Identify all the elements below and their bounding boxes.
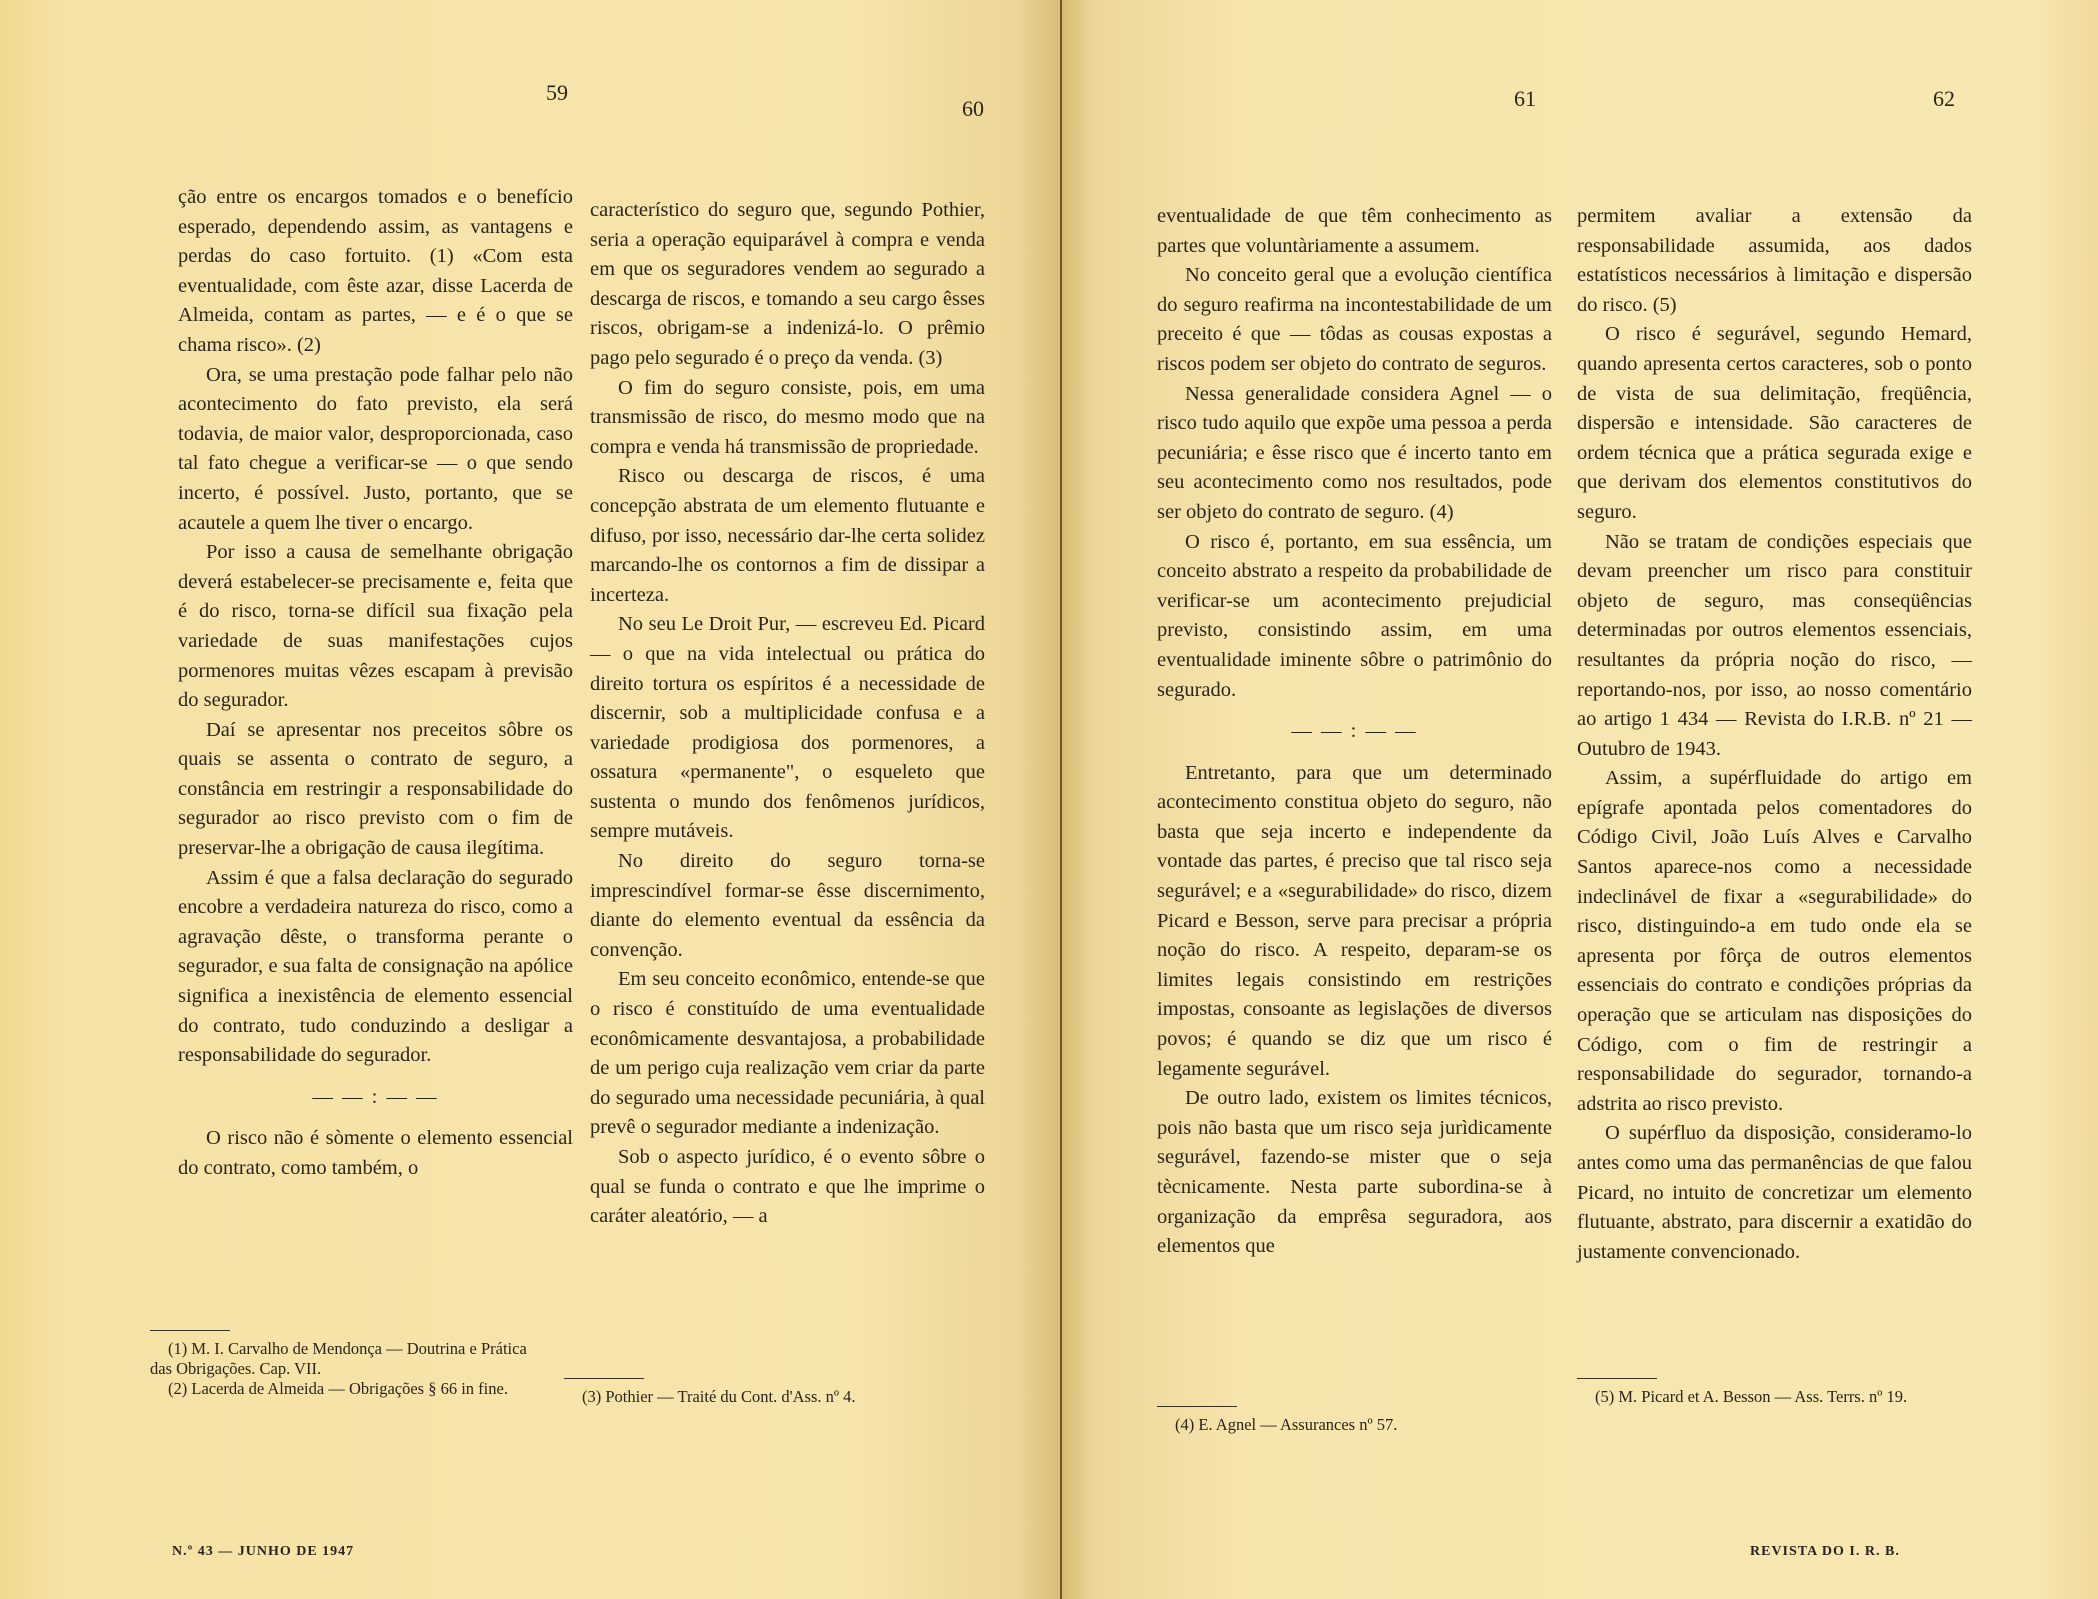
paragraph: Não se tratam de condições especiais que devam preencher um risco para constituir objeto de seguro, mas conseqüências determinadas por outros elementos essenciais, resultantes da própria noção do risco, — reportando-nos, por isso, ao nosso comentário ao artigo 1 434 — Revista do I.R.B. nº 21 — Outubro de 1943. — [1577, 530, 1972, 760]
paragraph: O risco é segurável, segundo Hemard, quando apresenta certos caracteres, sob o ponto de vista de sua delimitação, freqüência, dispersão e intensidade. São caracteres de ordem técnica que a prática segurada exige e que derivam dos elementos constitutivos do seguro. — [1577, 323, 1972, 523]
paragraph: De outro lado, existem os limites técnicos, pois não basta que um risco seja jurìdicamente segurável, fazendo-se mister que o seja tècnicamente. Nesta parte subordina-se à organização da emprêsa seguradora, aos elementos que — [1157, 1087, 1552, 1258]
footnotes-page-62 — [1577, 1378, 1972, 1407]
column-page-60 — [590, 196, 985, 1232]
paragraph: Risco ou descarga de riscos, é uma concepção abstrata de um elemento flutuante e difuso, por isso, necessário dar-lhe certa solidez marcando-lhe os contornos a fim de dissipar a incerteza. — [590, 465, 985, 606]
paragraph: Ora, se uma prestação pode falhar pelo não acontecimento do fato previsto, ela será todavia, de maior valor, desproporcionada, caso tal fato chegue a verificar-se — o que sendo incerto, é possível. Justo, portanto, que se acautele a quem lhe tiver o encargo. — [178, 363, 573, 534]
paragraph: No seu Le Droit Pur, — escreveu Ed. Picard — o que na vida intelectual ou prática do direito tortura os espíritos é a necessidade de discernir, sob a multiplicidade confusa e a variedade prodigiosa dos pormenores, a ossatura «permanente", o esqueleto que sustenta o mundo dos fenômenos jurídicos, sempre mutáveis. — [590, 613, 985, 843]
paragraph: O fim do seguro consiste, pois, em uma transmissão de risco, do mesmo modo que na compra e venda há transmissão de propriedade. — [590, 376, 985, 458]
right-page — [1062, 0, 2098, 1599]
issue-footer: N.º 43 — JUNHO DE 1947 — [172, 1544, 355, 1559]
footnotes-page-60 — [564, 1378, 974, 1407]
page-number-62: 62 — [1933, 86, 1955, 111]
footnote-rule — [150, 1330, 230, 1331]
footnote-rule — [564, 1378, 644, 1379]
paragraph: Nessa generalidade considera Agnel — o risco tudo aquilo que expõe uma pessoa a perda pecuniária; e êsse risco que é incerto tanto em seu acontecimento como nos resultados, pode ser objeto do contrato de seguro. (4) — [1157, 382, 1552, 523]
footnote: (5) M. Picard et A. Besson — Ass. Terrs. nº 19. — [1595, 1387, 1908, 1406]
paragraph: Em seu conceito econômico, entende-se que o risco é constituído de uma eventualidade econômicamente desvantajosa, a probabilidade de um perigo cuja realização vem criar da parte do segurado uma necessidade pecuniária, à qual prevê o segurador mediante a indenização. — [590, 968, 985, 1139]
paragraph: Por isso a causa de semelhante obrigação deverá estabelecer-se precisamente e, feita que é do risco, torna-se difícil sua fixação pela variedade de suas manifestações cujos pormenores muitas vêzes escapam à previsão do segurador. — [178, 541, 573, 712]
paragraph: ção entre os encargos tomados e o benefício esperado, dependendo assim, as vantagens e perdas do caso fortuito. (1) «Com esta eventualidade, com êste azar, disse Lacerda de Almeida, contam as partes, — e é o que se chama risco». (2) — [178, 186, 573, 356]
footnotes-page-61 — [1157, 1406, 1552, 1435]
page-number-59: 59 — [546, 80, 568, 105]
paragraph: No direito do seguro torna-se imprescindível formar-se êsse discernimento, diante do elemento eventual da essência da convenção. — [590, 850, 985, 961]
paragraph: O risco é, portanto, em sua essência, um conceito abstrato a respeito da probabilidade de verificar-se um acontecimento prejudicial previsto, consistindo assim, em uma eventualidade iminente sôbre o patrimônio do segurado. — [1157, 530, 1552, 701]
footnote: (4) E. Agnel — Assurances nº 57. — [1175, 1415, 1398, 1434]
paragraph: Entretanto, para que um determinado acontecimento constitua objeto do seguro, não basta que seja incerto e independente da vontade das partes, é preciso que tal risco seja segurável; e a «segurabilidade» do risco, dizem Picard e Besson, serve para precisar a própria noção do risco. A respeito, deparam-se os limites legais consistindo em restrições impostas, consoante as legislações de diversos povos; é quando se diz que um risco é legamente segurável. — [1157, 761, 1552, 1080]
page-number-61: 61 — [1514, 86, 1536, 111]
paragraph: característico do seguro que, segundo Pothier, seria a operação equiparável à compra e venda em que os seguradores vendem ao segurado a descarga de riscos, e tomando a seu cargo êsses riscos, obrigam-se a indenizá-lo. O prêmio pago pelo segurado é o preço da venda. (3) — [590, 199, 985, 369]
footnotes-page-59 — [150, 1330, 535, 1399]
paragraph: eventualidade de que têm conhecimento as partes que voluntàriamente a assumem. — [1157, 205, 1552, 257]
paragraph: O supérfluo da disposição, consideramo-lo antes como uma das permanências de que falou Picard, no intuito de concretizar um elemento flutuante, abstrato, para discernir a exatidão do justamente convencionado. — [1577, 1122, 1972, 1263]
journal-footer: REVISTA DO I. R. B. — [1750, 1544, 1900, 1559]
page-number-60: 60 — [962, 96, 984, 121]
footnote-rule — [1157, 1406, 1237, 1407]
footnote: (3) Pothier — Traité du Cont. d'Ass. nº 4. — [582, 1387, 856, 1406]
section-separator: — — : — — — [312, 1085, 439, 1108]
paragraph: No conceito geral que a evolução científica do seguro reafirma na incontestabilidade de um preceito é que — tôdas as cousas expostas a riscos podem ser objeto do contrato de seguros. — [1157, 264, 1552, 375]
paragraph: Sob o aspecto jurídico, é o evento sôbre o qual se funda o contrato e que lhe imprime o caráter aleatório, — a — [590, 1146, 985, 1228]
footnote: (1) M. I. Carvalho de Mendonça — Doutrina e Prática das Obrigações. Cap. VII. — [150, 1339, 527, 1378]
column-page-59 — [178, 183, 573, 1184]
footnote-rule — [1577, 1378, 1657, 1379]
paragraph: Daí se apresentar nos preceitos sôbre os quais se assenta o contrato de seguro, a constância em restringir a responsabilidade do segurador ao risco previsto com o fim de preservar-lhe a obrigação de causa ilegítima. — [178, 718, 573, 860]
paragraph: Assim é que a falsa declaração do segurado encobre a verdadeira natureza do risco, como a agravação dêste, o transforma perante o segurador, e sua falta de consignação na apólice significa a inexistência de elemento essencial do contrato, tudo conduzindo a desligar a responsabilidade do segurador. — [178, 866, 573, 1067]
section-separator: — — : — — — [1291, 720, 1418, 743]
paragraph: Assim, a supérfluidade do artigo em epígrafe apontada pelos comentadores do Código Civil, João Luís Alves e Carvalho Santos aparece-nos como a necessidade indeclinável de fixar a «segurabilidade» do risco, distinguindo-a em tudo onde ela se apresenta por fôrça de outros elementos essenciais do contrato e condições próprias da operação que se articulam nas disposições do Código, com o fim de restringir a responsabilidade do segurador, tornando-a adstrita ao risco previsto. — [1577, 767, 1972, 1115]
column-page-62 — [1577, 202, 1972, 1267]
paragraph: permitem avaliar a extensão da responsabilidade assumida, aos dados estatísticos necessários à limitação e dispersão do risco. (5) — [1577, 205, 1972, 316]
paragraph: O risco não é sòmente o elemento essencial do contrato, como também, o — [178, 1127, 573, 1179]
column-page-61 — [1157, 202, 1552, 1262]
footnote: (2) Lacerda de Almeida — Obrigações § 66 in fine. — [168, 1379, 508, 1398]
